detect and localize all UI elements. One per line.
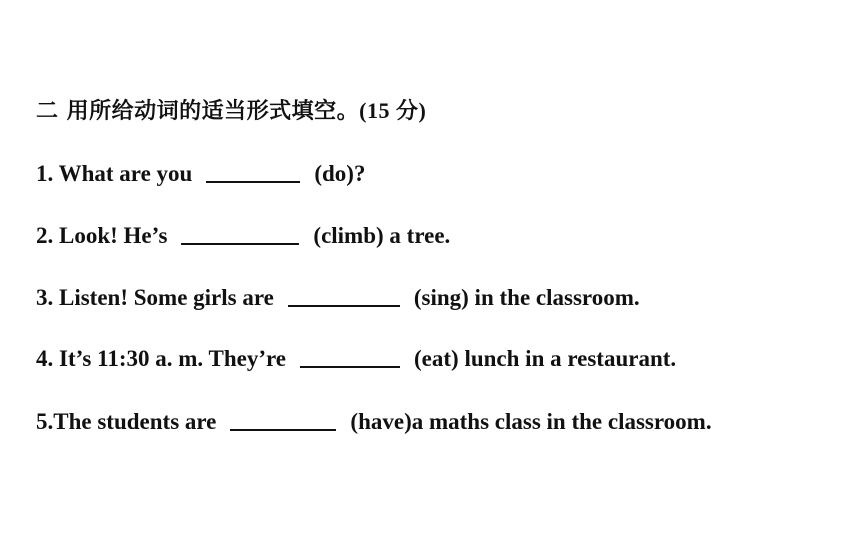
question-3-lead: 3. Listen! Some girls are bbox=[36, 285, 274, 310]
section-score: (15 分) bbox=[359, 98, 427, 123]
question-2 bbox=[36, 219, 450, 249]
question-5-lead: 5.The students are bbox=[36, 409, 217, 434]
question-3-hint: (sing) in the classroom. bbox=[413, 285, 640, 310]
question-5 bbox=[36, 405, 712, 435]
question-4-hint: (eat) lunch in a restaurant. bbox=[414, 346, 677, 371]
question-5-hint: (have)a maths class in the classroom. bbox=[350, 409, 712, 434]
answer-blank-2[interactable] bbox=[181, 221, 299, 245]
question-1-lead: 1. What are you bbox=[36, 161, 193, 186]
question-1 bbox=[36, 157, 365, 187]
answer-blank-4[interactable] bbox=[300, 344, 400, 368]
question-3 bbox=[36, 281, 640, 311]
question-4-lead: 4. It’s 11:30 a. m. They’re bbox=[36, 346, 287, 371]
question-1-hint: (do)? bbox=[314, 161, 366, 186]
answer-blank-1[interactable] bbox=[206, 159, 300, 183]
answer-blank-5[interactable] bbox=[230, 407, 336, 431]
question-2-hint: (climb) a tree. bbox=[313, 223, 451, 248]
section-title bbox=[36, 94, 426, 125]
section-title-text: 二 用所给动词的适当形式填空。 bbox=[36, 99, 360, 124]
answer-blank-3[interactable] bbox=[288, 283, 400, 307]
question-2-lead: 2. Look! He’s bbox=[36, 223, 168, 248]
question-4 bbox=[36, 342, 676, 372]
